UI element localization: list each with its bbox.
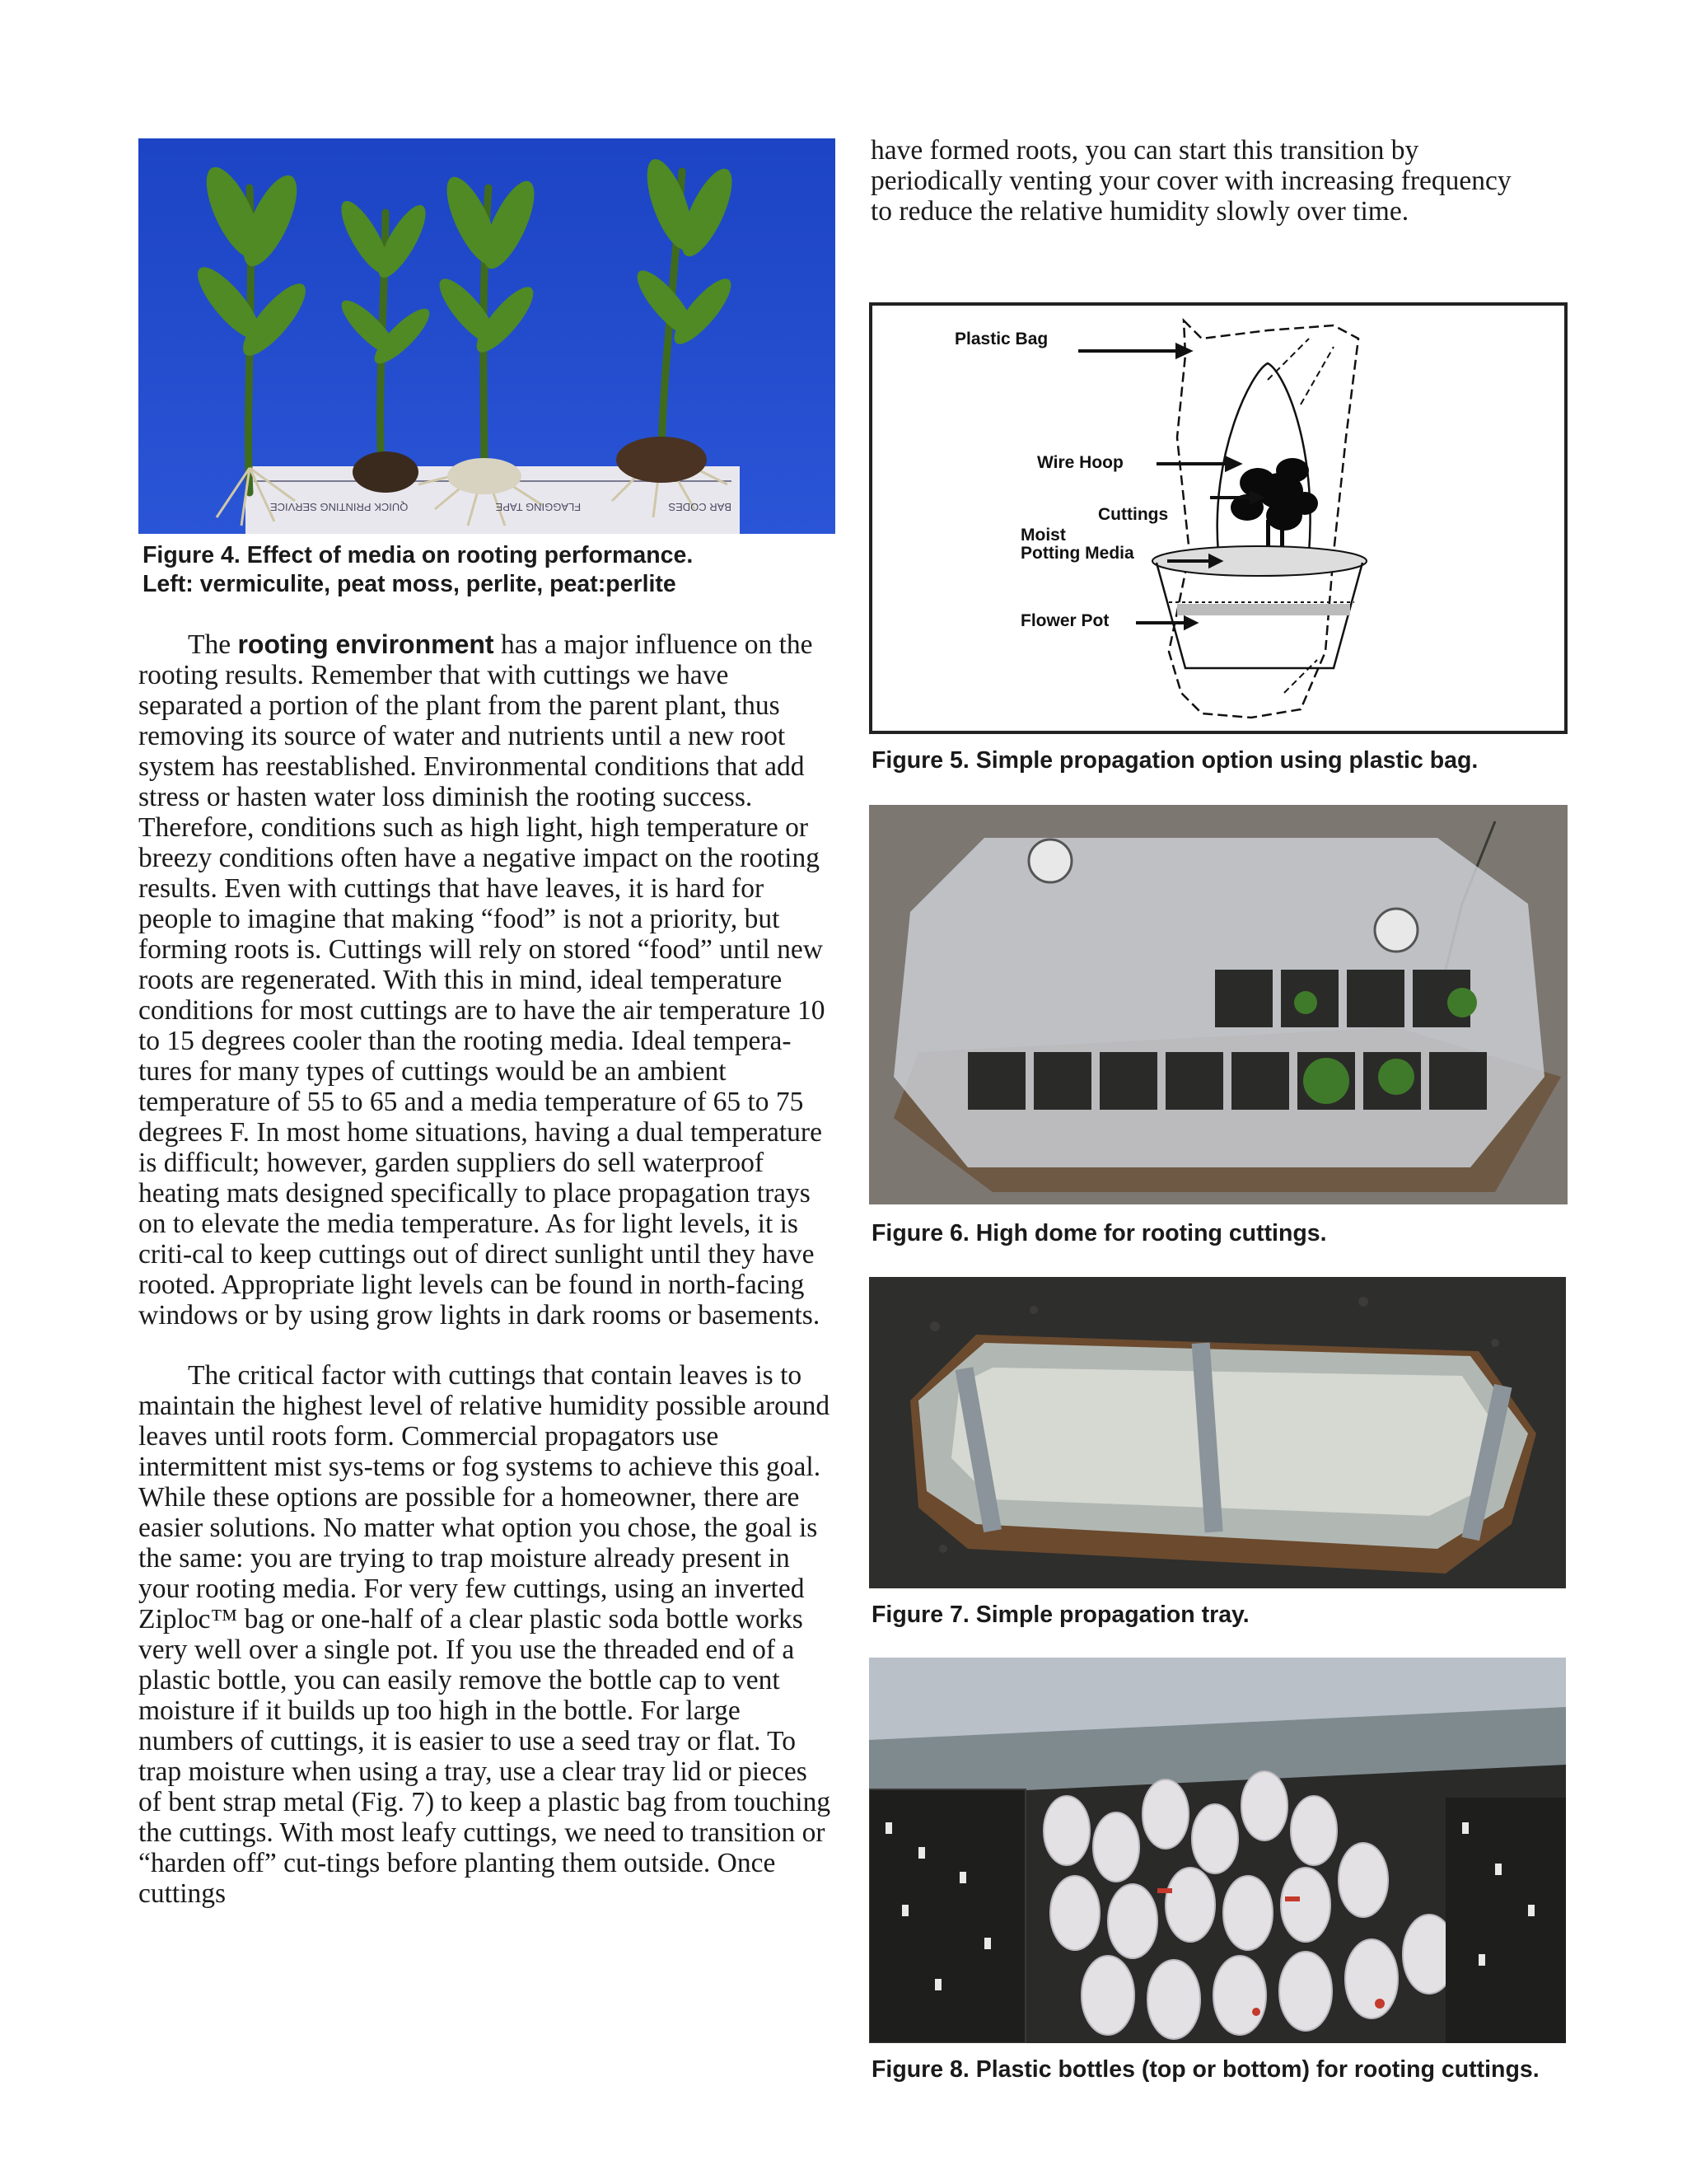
label-potting-media: Potting Media [1021, 544, 1134, 563]
figure5-caption-text: Figure 5. Simple propagation option using plastic bag. [872, 747, 1479, 774]
label-plastic-bag: Plastic Bag [955, 330, 1049, 348]
right-column-top-text [871, 135, 1538, 227]
label-wire-hoop: Wire Hoop [1037, 453, 1124, 472]
left-column-text [138, 629, 835, 1909]
label-flower-pot: Flower Pot [1021, 611, 1110, 630]
ruler-text: BAR CODES [668, 501, 731, 513]
figure7-caption-text: Figure 7. Simple propagation tray. [872, 1602, 1250, 1628]
figure6-caption [872, 1219, 1613, 1248]
figure6-image [869, 805, 1568, 1204]
figure4-caption-line1: Figure 4. Effect of media on rooting performance. [143, 542, 694, 568]
ruler-text: FLAGGING TAPE [495, 501, 582, 513]
figure7-image [869, 1277, 1566, 1588]
paragraph-text: The [188, 629, 238, 660]
figure6-photo [869, 805, 1568, 1204]
figure8-image [869, 1658, 1566, 2043]
figure8-photo [869, 1658, 1566, 2043]
keyword-rooting-environment: rooting environment [237, 629, 494, 659]
paragraph-transition: have formed roots, you can start this transition by periodically venting your cover with increasing frequency to reduce the relative humidity slowly over time. [871, 135, 1512, 227]
figure5-caption [872, 746, 1613, 775]
label-moist: Moist [1021, 526, 1066, 545]
paragraph-text: has a major influence on the rooting results. Remember that with cuttings we have separated a portion of the plant from the parent plant, thus removing its source of water and nutrients until a new root system has reestablished. Environmental conditions that add stress or hasten water loss diminish the rooting success. Therefore, conditions such as high light, high temperature or breezy conditions often have a negative impact on the rooting results. Even with cuttings that have leaves, it is hard for people to imagine that making “food” is not a priority, but forming roots is. Cuttings will rely on stored “food” until new roots are regenerated. With this in mind, ideal temperature conditions for most cuttings are to have the air temperature 10 to 15 degrees cooler than the rooting media. Ideal tempera-tures for many types of cuttings would be an ambient temperature of 55 to 65 and a media temperature of 65 to 75 degrees F. In most home situations, having a dual temperature is difficult; however, garden suppliers do sell waterproof heating mats designed specifically to place propagation trays on to elevate the media temperature. As for light levels, it is criti-cal to keep cuttings out of direct sunlight until they have rooted. Appropriate light levels can be found in north-facing windows or by using grow lights in dark rooms or basements. [138, 629, 825, 1331]
figure4-photo [138, 138, 835, 534]
figure8-caption [872, 2055, 1662, 2084]
paragraph-critical-factor: The critical factor with cuttings that contain leaves is to maintain the highest level of relative humidity possible around leaves until roots form. Commercial propagators use intermittent mist sys-tems or fog systems to achieve this goal. While these options are possible for a homeowner, there are easier solutions. No matter what option you chose, the goal is the same: you are trying to trap moisture already present in your rooting media. For very few cuttings, using an inverted Ziploc™ bag or one-half of a clear plastic soda bottle works very well over a single pot. If you use the threaded end of a plastic bottle, you can easily remove the bottle cap to vent moisture if it builds up too high in the bottle. For large numbers of cuttings, it is easier to use a seed tray or flat. To trap moisture when using a tray, use a clear tray lid or pieces of bent strap metal (Fig. 7) to keep a plastic bag from touching the cuttings. With most leafy cuttings, we need to transition or “harden off” cut-tings before planting them outside. Once cuttings [138, 1360, 831, 1909]
figure4-caption [143, 541, 851, 599]
figure4-image [138, 138, 835, 534]
figure4-ruler-labels [270, 501, 731, 513]
label-cuttings: Cuttings [1098, 505, 1169, 524]
paragraph-rooting-environment [138, 629, 835, 1331]
figure7-photo [869, 1277, 1566, 1588]
figure8-caption-text: Figure 8. Plastic bottles (top or bottom) for rooting cuttings. [872, 2056, 1540, 2083]
figure5-diagram [869, 302, 1568, 734]
ruler-text: QUICK PRINTING SERVICE [270, 501, 409, 513]
figure7-caption [872, 1601, 1613, 1630]
plastic-bag-diagram-svg [872, 306, 1564, 731]
figure6-caption-text: Figure 6. High dome for rooting cuttings. [872, 1220, 1327, 1246]
figure4-caption-line2: Left: vermiculite, peat moss, perlite, peat:perlite [143, 571, 676, 597]
